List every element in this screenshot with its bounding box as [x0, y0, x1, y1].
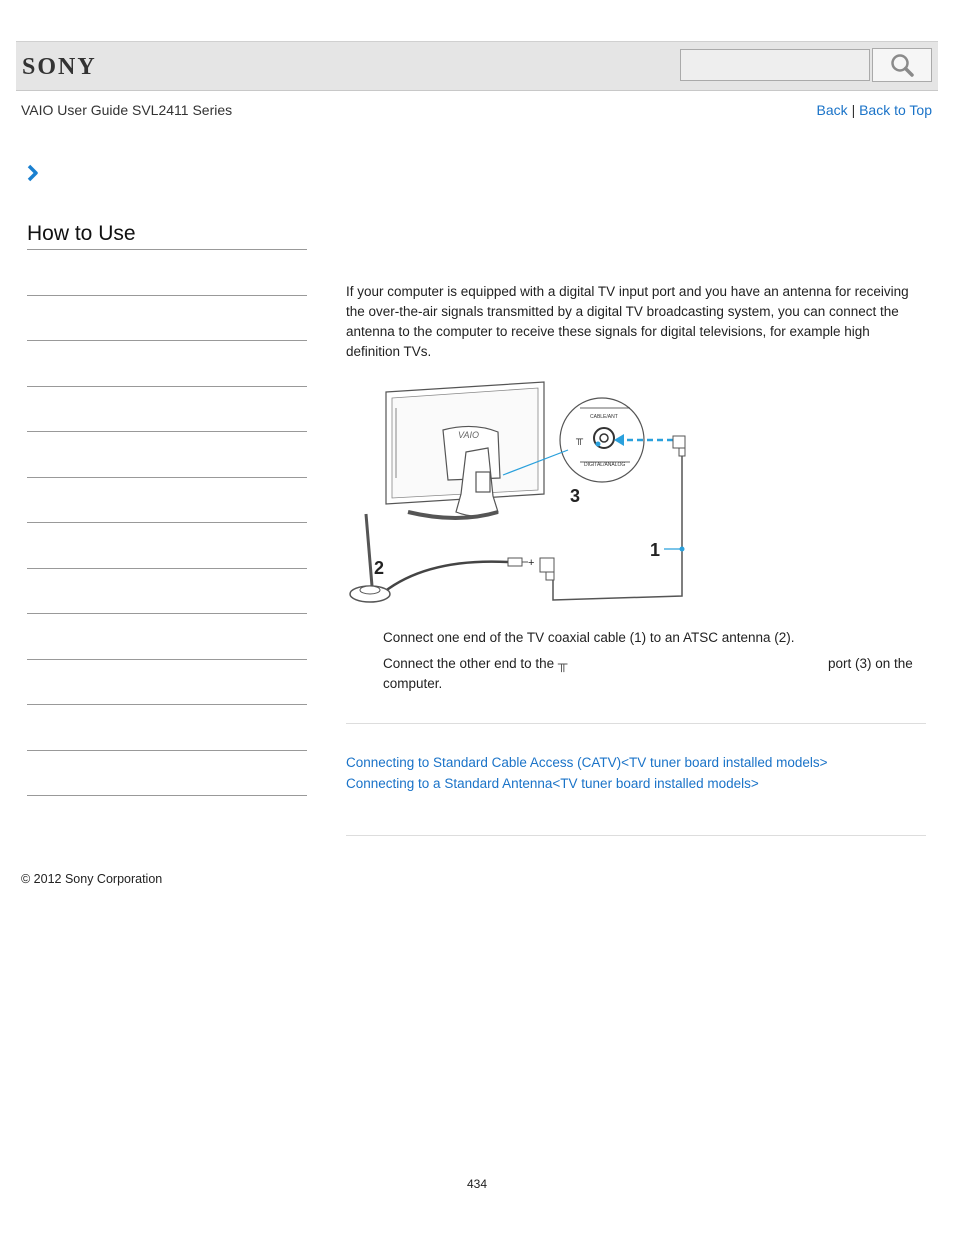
- step-2: [383, 654, 923, 694]
- step-2-text-b: port (3) on the: [828, 656, 913, 671]
- back-link[interactable]: Back: [816, 102, 848, 118]
- header-bar: [16, 41, 938, 91]
- vaio-brand-mark: VAIO: [458, 430, 480, 440]
- plus-sign: +: [528, 557, 535, 569]
- sidebar-divider: [27, 340, 307, 341]
- sidebar-divider: [27, 613, 307, 614]
- related-link-antenna[interactable]: Connecting to a Standard Antenna<TV tuner board installed models>: [346, 776, 759, 791]
- copyright: © 2012 Sony Corporation: [21, 872, 163, 886]
- back-to-top-link[interactable]: Back to Top: [859, 102, 932, 118]
- antenna-symbol-icon: ╥: [576, 434, 584, 445]
- sidebar-divider: [27, 795, 307, 796]
- sidebar-divider: [27, 750, 307, 751]
- sidebar-title: How to Use: [27, 222, 136, 245]
- antenna-connection-illustration: [348, 378, 698, 608]
- sony-logo: SONY: [22, 54, 97, 80]
- nav-separator: |: [851, 102, 856, 118]
- callout-2: 2: [374, 558, 385, 578]
- step-2-text-c: computer.: [383, 676, 443, 691]
- sidebar-divider: [27, 477, 307, 478]
- section-divider: [346, 835, 926, 836]
- callout-1: 1: [650, 540, 661, 560]
- search-input[interactable]: [680, 49, 870, 81]
- search-button[interactable]: [872, 48, 932, 82]
- related-link-catv[interactable]: Connecting to Standard Cable Access (CATV)<TV tuner board installed models>: [346, 755, 828, 770]
- search-icon: [889, 52, 915, 78]
- sidebar-divider: [27, 659, 307, 660]
- sidebar-divider: [27, 295, 307, 296]
- guide-title: VAIO User Guide SVL2411 Series: [21, 102, 233, 118]
- callout-3: 3: [570, 486, 581, 506]
- sidebar-divider: [27, 704, 307, 705]
- section-divider: [346, 723, 926, 724]
- sidebar-divider: [27, 522, 307, 523]
- antenna-symbol-icon: ╥: [557, 656, 568, 671]
- computer-illustration: [386, 382, 544, 518]
- step-2-text-a: Connect the other end to the: [383, 656, 555, 671]
- port-label-bottom: DIGITAL/ANALOG: [584, 462, 626, 468]
- top-nav: [817, 102, 932, 118]
- chevron-right-icon[interactable]: [26, 164, 40, 182]
- sidebar-divider: [27, 249, 307, 250]
- sidebar-divider: [27, 386, 307, 387]
- page-number: 434: [466, 1177, 488, 1191]
- intro-paragraph: If your computer is equipped with a digital TV input port and you have an antenna for receiving the over-the-air signals transmitted by a digital TV broadcasting system, you can connect the antenna to the computer to receive these signals for digital televisions, for example high definition TVs.: [346, 284, 909, 359]
- sidebar-divider: [27, 431, 307, 432]
- sidebar-divider: [27, 568, 307, 569]
- port-label-top: CABLE/ANT: [590, 414, 618, 420]
- step-1: Connect one end of the TV coaxial cable (1) to an ATSC antenna (2).: [383, 630, 795, 645]
